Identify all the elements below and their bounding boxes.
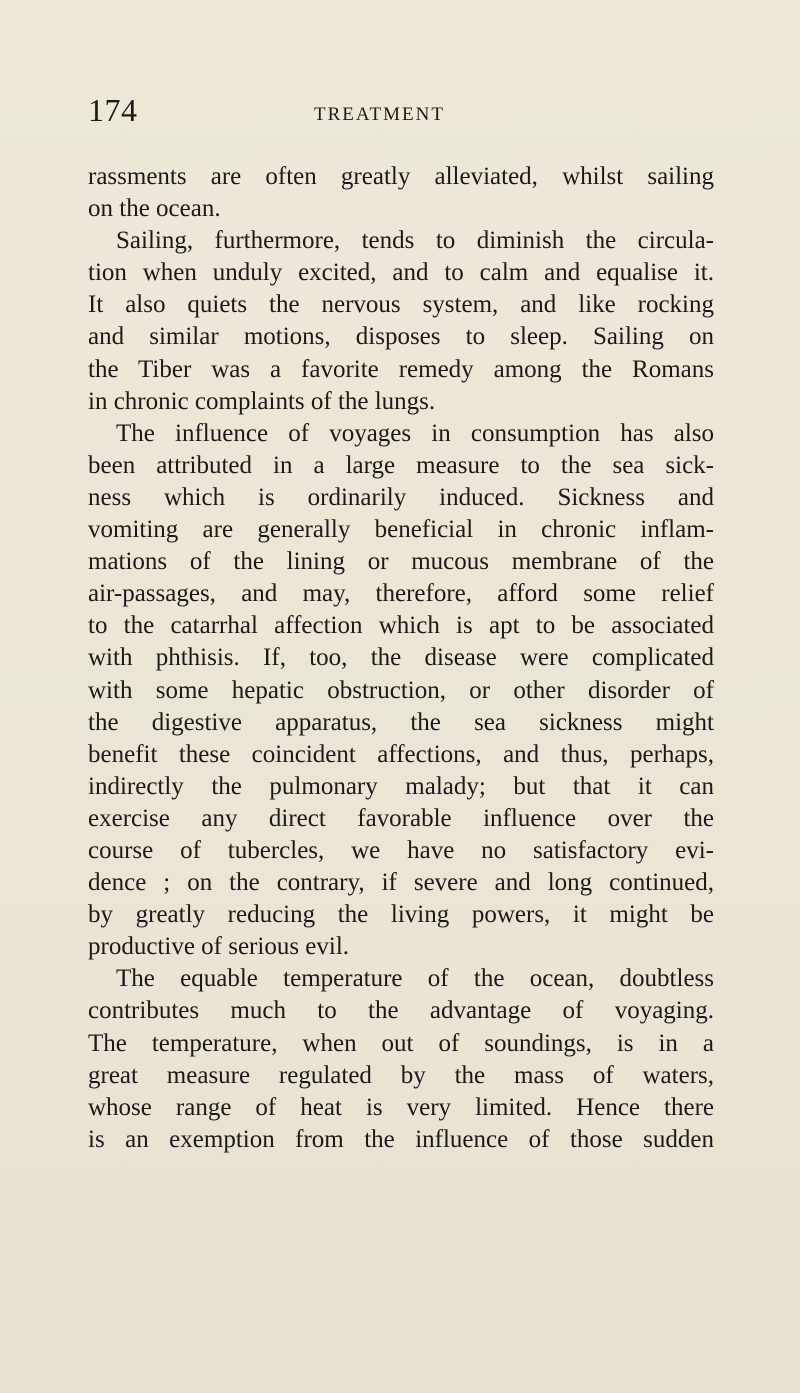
text-line: been attributed in a large measure to the sea sick- [88, 451, 714, 479]
page-number: 174 [88, 92, 138, 128]
text-line: air-passages, and may, therefore, afford some relief [88, 580, 714, 608]
text-line: great measure regulated by the mass of waters, [88, 1061, 714, 1089]
text-line: the Tiber was a favorite remedy among the Romans [88, 355, 714, 383]
text-line: in chronic complaints of the lungs. [88, 387, 436, 415]
text-line: mations of the lining or mucous membrane of the [88, 548, 714, 576]
text-line: course of tubercles, we have no satisfactory evi- [88, 836, 714, 864]
text-line: productive of serious evil. [88, 933, 350, 961]
text-line: with some hepatic obstruction, or other disorder of [88, 676, 714, 704]
text-line: The equable temperature of the ocean, doubtless [116, 965, 714, 993]
running-head [88, 92, 728, 132]
text-line: The influence of voyages in consumption has also [116, 419, 714, 447]
text-line: exercise any direct favorable influence over the [88, 804, 714, 832]
text-line: is an exemption from the influence of those sudden [88, 1125, 714, 1153]
text-line: vomiting are generally beneficial in chronic inflam- [88, 516, 714, 544]
text-line: benefit these coincident affections, and thus, perhaps, [88, 740, 714, 768]
text-line: It also quiets the nervous system, and like rocking [88, 291, 714, 319]
text-line: the digestive apparatus, the sea sickness might [88, 708, 714, 736]
text-line: tion when unduly excited, and to calm and equalise it. [88, 259, 714, 287]
text-line: The temperature, when out of soundings, is in a [88, 1029, 714, 1057]
text-line: dence ; on the contrary, if severe and long continued, [88, 869, 714, 897]
text-line: by greatly reducing the living powers, it might be [88, 901, 714, 929]
section-title: TREATMENT [314, 104, 445, 125]
text-line: and similar motions, disposes to sleep. Sailing on [88, 323, 714, 351]
text-line: to the catarrhal affection which is apt to be associated [88, 612, 714, 640]
text-body [88, 161, 714, 1156]
text-line: on the ocean. [88, 195, 221, 223]
text-line: Sailing, furthermore, tends to diminish the circula- [116, 227, 714, 255]
text-line: with phthisis. If, too, the disease were complicated [88, 644, 714, 672]
text-line: ness which is ordinarily induced. Sickness and [88, 483, 714, 511]
text-line: indirectly the pulmonary malady; but that it can [88, 772, 714, 800]
text-line: contributes much to the advantage of voyaging. [88, 997, 714, 1025]
text-line: rassments are often greatly alleviated, whilst sailing [88, 163, 714, 190]
text-line: whose range of heat is very limited. Hence there [88, 1093, 714, 1121]
